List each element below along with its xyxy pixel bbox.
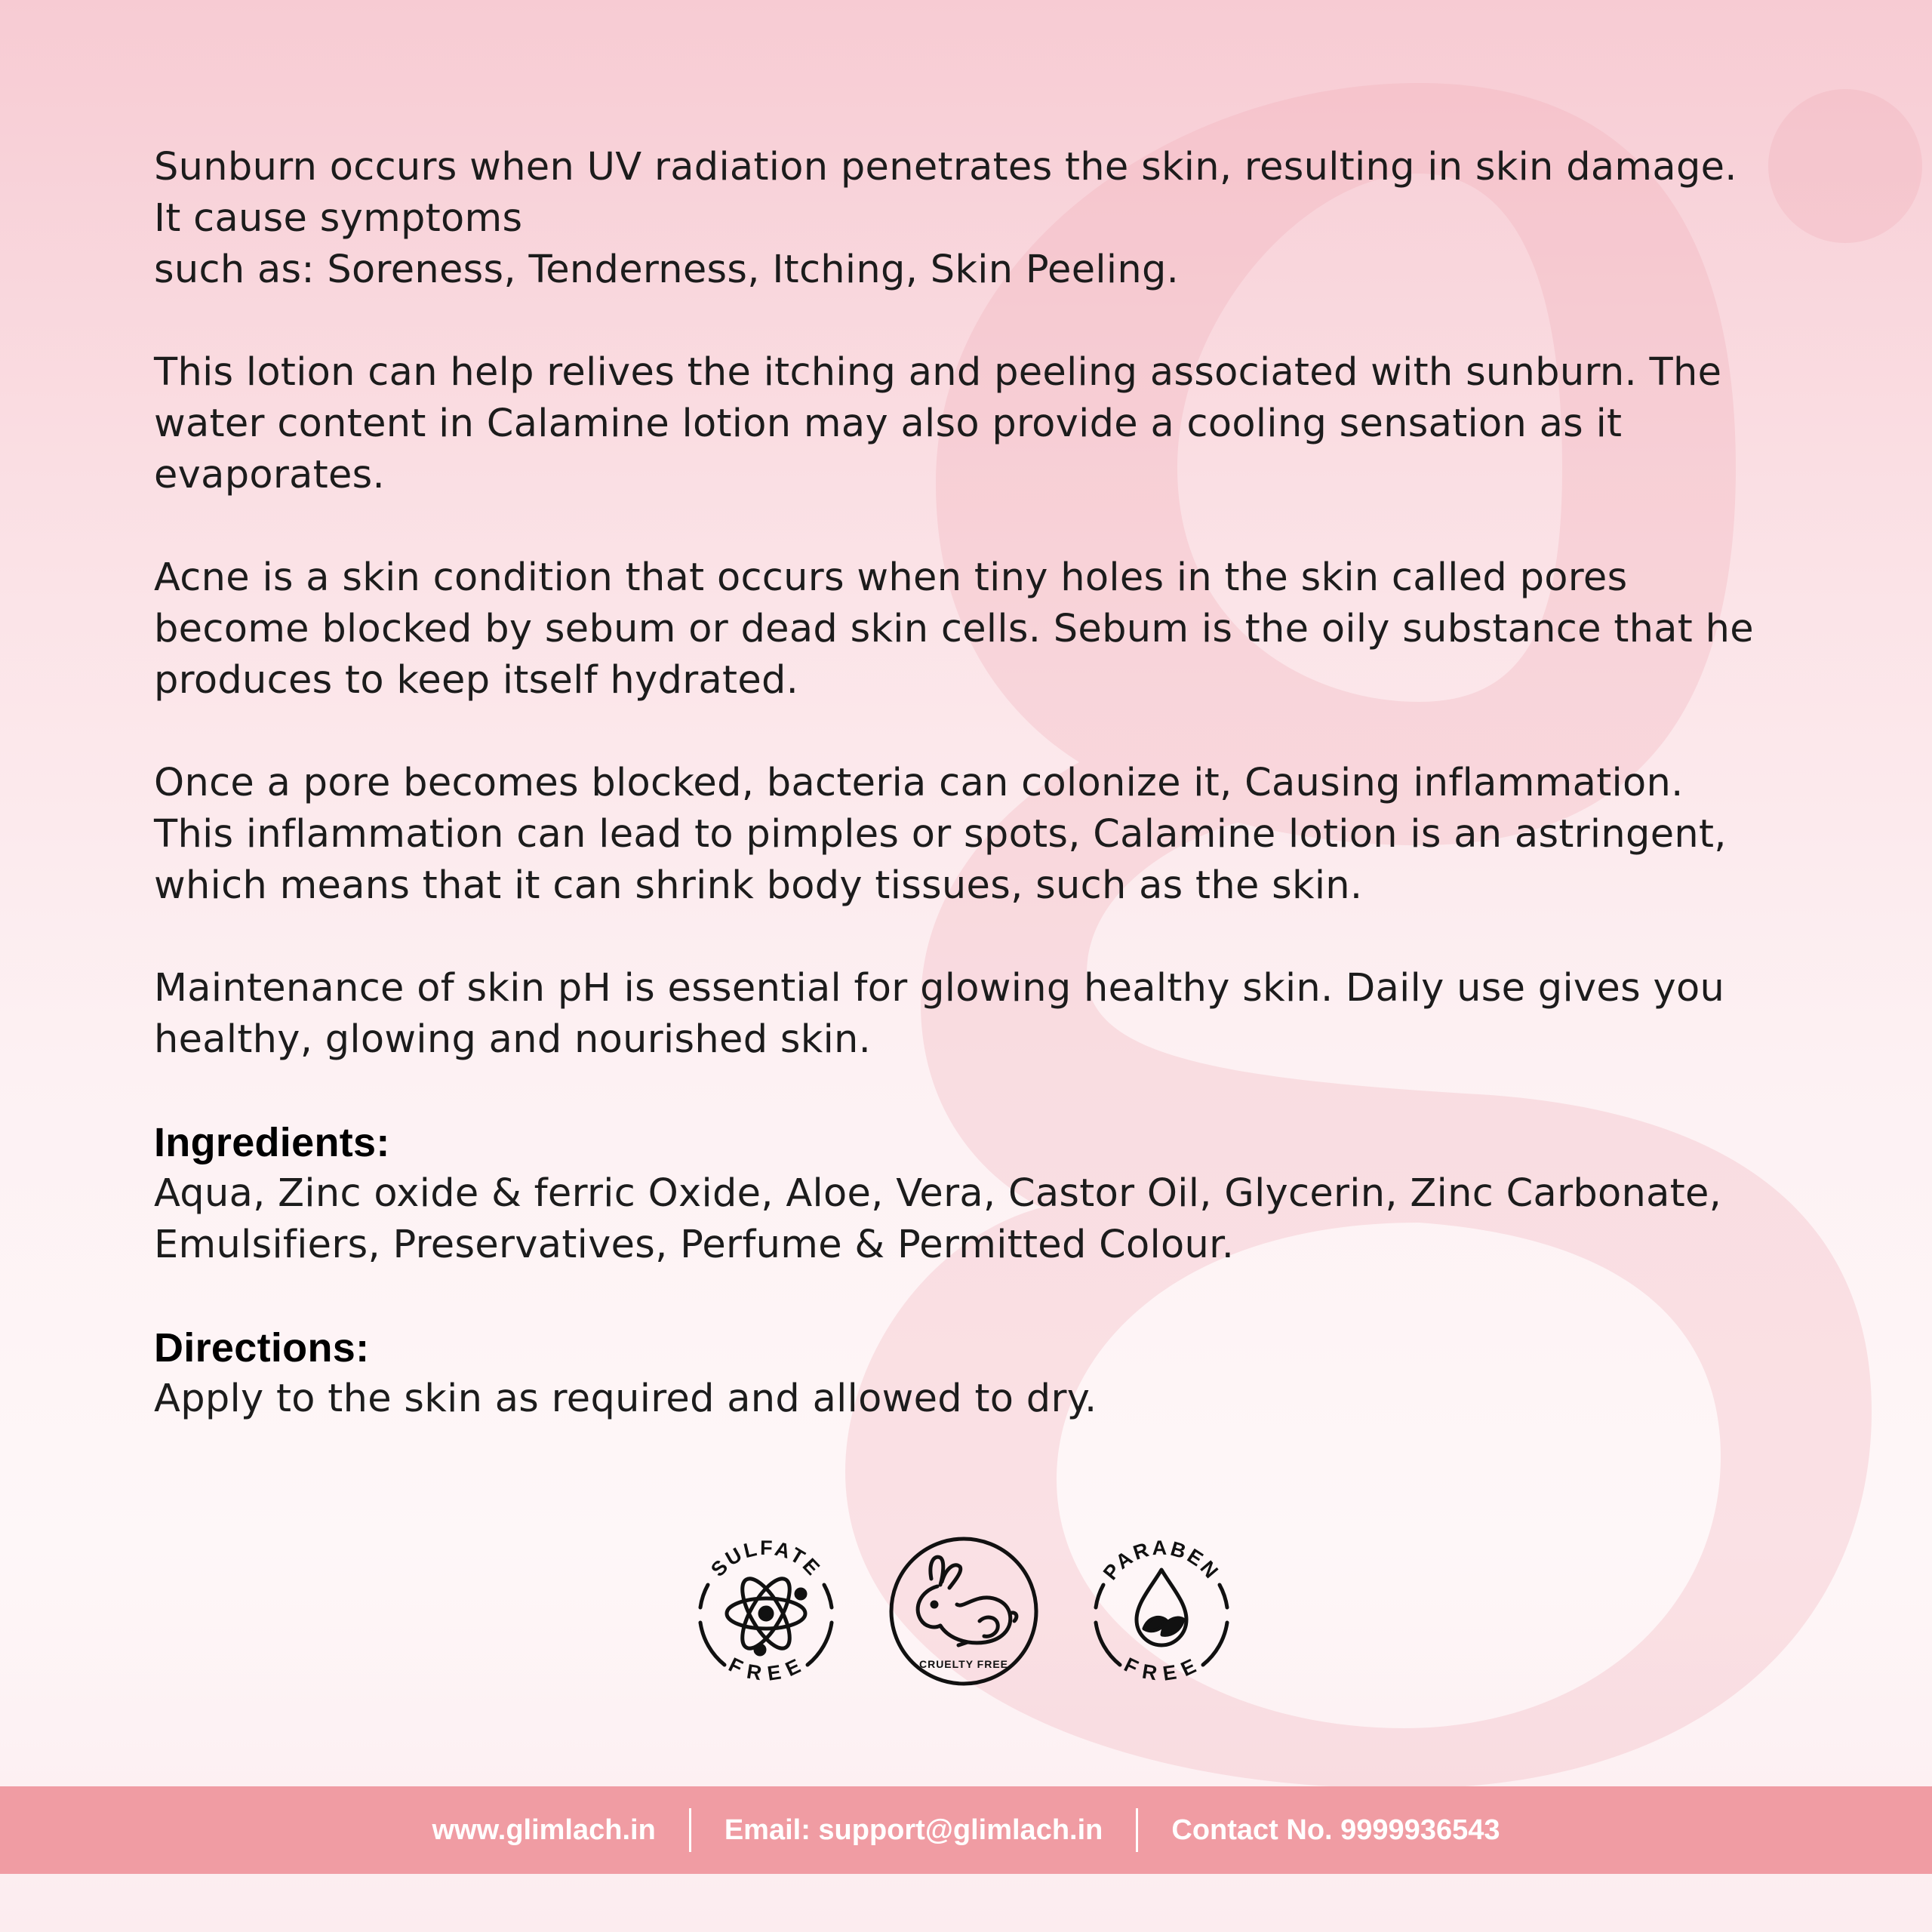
badge-top-text: SULFATE	[706, 1536, 826, 1581]
text-line: which means that it can shrink body tissues, such as the skin.	[154, 863, 1363, 908]
directions-section	[154, 1322, 1814, 1425]
atom-icon	[727, 1572, 805, 1655]
text-line: This inflammation can lead to pimples or spots, Calamine lotion is an astringent,	[154, 812, 1727, 857]
ingredients-heading: Ingredients:	[154, 1120, 390, 1165]
product-description	[154, 142, 1814, 1476]
badge-bottom-text: FREE	[1120, 1653, 1202, 1685]
rabbit-icon	[918, 1557, 1017, 1645]
paraben-free-badge	[1082, 1532, 1241, 1690]
badge-bottom-text: FREE	[724, 1653, 807, 1685]
certification-badges	[687, 1532, 1245, 1698]
paragraph-pore-inflammation	[154, 758, 1814, 912]
text-line: It cause symptoms	[154, 196, 523, 241]
badge-bottom-text: CRUELTY FREE	[918, 1658, 1009, 1670]
text-line: This lotion can help relives the itching and peeling associated with sunburn. The	[154, 350, 1722, 395]
text-line: Maintenance of skin pH is essential for glowing healthy skin. Daily use gives you	[154, 966, 1725, 1011]
email-link[interactable]: Email: support@glimlach.in	[724, 1814, 1103, 1846]
cruelty-free-badge	[884, 1532, 1043, 1690]
text-line: such as: Soreness, Tenderness, Itching, Skin Peeling.	[154, 248, 1180, 292]
text-line: become blocked by sebum or dead skin cells. Sebum is the oily substance that he	[154, 607, 1754, 651]
text-line: water content in Calamine lotion may also provide a cooling sensation as it	[154, 401, 1623, 446]
svg-text:FREE	[725, 1654, 807, 1685]
text-line: evaporates.	[154, 453, 386, 497]
paragraph-lotion-relief	[154, 347, 1814, 501]
paragraph-sunburn	[154, 142, 1814, 296]
ingredients-line: Aqua, Zinc oxide & ferric Oxide, Aloe, Vera, Castor Oil, Glycerin, Zinc Carbonate,	[154, 1171, 1722, 1216]
paragraph-acne	[154, 552, 1814, 706]
text-line: Once a pore becomes blocked, bacteria can colonize it, Causing inflammation.	[154, 761, 1684, 805]
svg-text:PARABEN	[1099, 1537, 1224, 1584]
directions-line: Apply to the skin as required and allowed to dry.	[154, 1377, 1097, 1421]
sulfate-free-badge	[687, 1532, 845, 1690]
footer-divider	[689, 1808, 691, 1852]
ingredients-section	[154, 1117, 1814, 1271]
contact-number[interactable]: Contact No. 9999936543	[1171, 1814, 1500, 1846]
directions-heading: Directions:	[154, 1325, 370, 1371]
badge-top-text: PARABEN	[1098, 1536, 1224, 1585]
text-line: healthy, glowing and nourished skin.	[154, 1017, 872, 1062]
text-line: Sunburn occurs when UV radiation penetrates the skin, resulting in skin damage.	[154, 145, 1737, 189]
text-line: produces to keep itself hydrated.	[154, 658, 799, 703]
contact-footer	[0, 1786, 1932, 1874]
text-line: Acne is a skin condition that occurs when tiny holes in the skin called pores	[154, 555, 1628, 600]
website-link[interactable]: www.glimlach.in	[432, 1814, 656, 1846]
drop-leaf-icon	[1137, 1570, 1186, 1645]
ingredients-line: Emulsifiers, Preservatives, Perfume & Permitted Colour.	[154, 1223, 1235, 1267]
footer-divider	[1136, 1808, 1138, 1852]
paragraph-skin-ph	[154, 963, 1814, 1066]
svg-text:SULFATE	[706, 1537, 826, 1581]
svg-text:FREE	[1121, 1654, 1202, 1685]
